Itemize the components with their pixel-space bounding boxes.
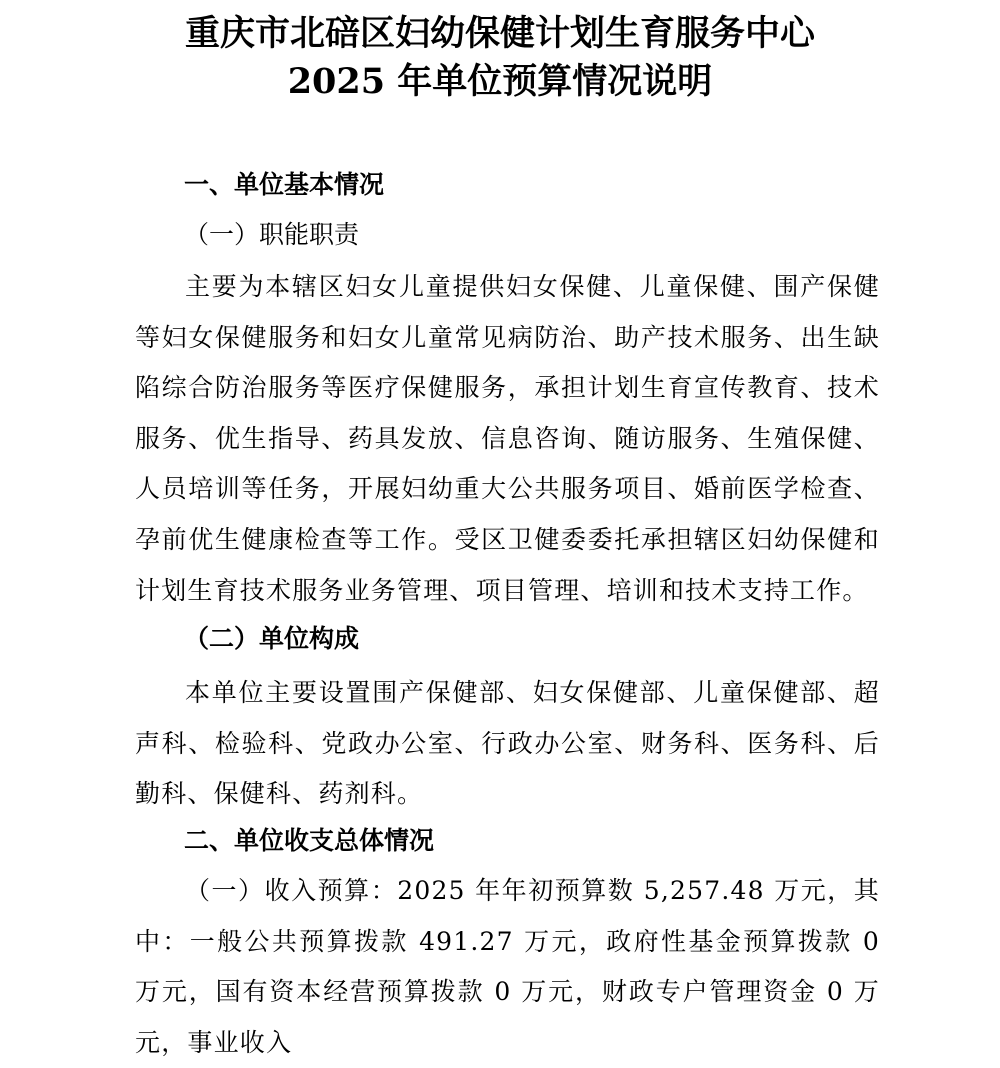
section-1-2-heading: （二）单位构成 [184,624,360,653]
document-title-line-2: 2025 年单位预算情况说明 [287,61,713,102]
section-1-1-heading: （一）职能职责 [184,220,360,249]
section-2-heading: 二、单位收支总体情况 [184,826,435,855]
section-1-heading: 一、单位基本情况 [184,170,385,199]
document-title-line-1: 重庆市北碚区妇幼保健计划生育服务中心 [184,13,815,54]
section-1-1-paragraph: 主要为本辖区妇女儿童提供妇女保健、儿童保健、围产保健等妇女保健服务和妇女儿童常见病防治、助产技术服务、出生缺陷综合防治服务等医疗保健服务，承担计划生育宣传教育、技术服务、优生指导、药具发放、信息咨询、随访服务、生殖保健、人员培训等任务，开展妇幼重大公共服务项目、婚前医学检查、孕前优生健康检查等工作。受区卫健委委托承担辖区妇幼保健和计划生育技术服务业务管理、项目管理、培训和技术支持工作。 [135,272,880,605]
section-2-1-paragraph: （一）收入预算：2025 年年初预算数 5,257.48 万元，其中：一般公共预算拨款 491.27 万元，政府性基金预算拨款 0 万元，国有资本经营预算拨款 0 万元，财政专户管理资金 0 万元，事业收入 [135,876,880,1057]
section-1-2-paragraph: 本单位主要设置围产保健部、妇女保健部、儿童保健部、超声科、检验科、党政办公室、行政办公室、财务科、医务科、后勤科、保健科、药剂科。 [135,678,880,809]
